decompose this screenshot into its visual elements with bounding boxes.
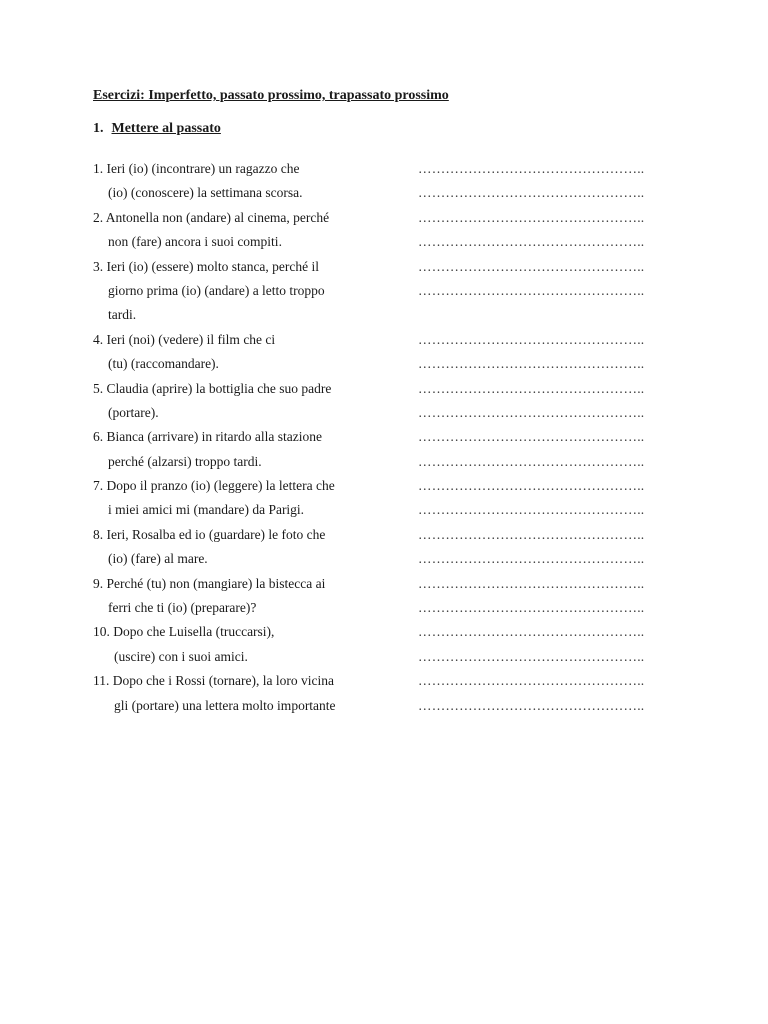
answer-blank: …………………………………………..	[418, 185, 645, 201]
exercise-line	[93, 379, 693, 403]
exercise-text: (io) (fare) al mare.	[108, 551, 208, 567]
answer-blank: …………………………………………..	[418, 551, 645, 567]
exercise-text: gli (portare) una lettera molto importante	[114, 697, 336, 713]
exercise-line	[93, 305, 693, 329]
worksheet-title: Esercizi: Imperfetto, passato prossimo, trapassato prossimo	[93, 88, 449, 103]
answer-blank: …………………………………………..	[418, 600, 645, 616]
answer-blank: …………………………………………..	[418, 648, 645, 664]
answer-blank: …………………………………………..	[418, 282, 645, 298]
exercise-text: (uscire) con i suoi amici.	[114, 648, 248, 664]
exercise-text: perché (alzarsi) troppo tardi.	[108, 453, 262, 469]
answer-blank: …………………………………………..	[418, 502, 645, 518]
exercise-line	[93, 574, 693, 598]
exercise-line	[93, 354, 693, 378]
exercise-line	[93, 647, 693, 671]
answer-blank: …………………………………………..	[418, 453, 645, 469]
exercise-line	[93, 330, 693, 354]
exercise-line	[93, 159, 693, 183]
exercise-text: non (fare) ancora i suoi compiti.	[108, 234, 282, 250]
answer-blank: …………………………………………..	[418, 575, 645, 591]
exercise-text: (io) (conoscere) la settimana scorsa.	[108, 185, 303, 201]
answer-blank: …………………………………………..	[418, 356, 645, 372]
answer-blank: …………………………………………..	[418, 234, 645, 250]
exercise-line	[93, 257, 693, 281]
exercise-line	[93, 208, 693, 232]
exercise-text: ferri che ti (io) (preparare)?	[108, 600, 257, 616]
exercise-text: 10. Dopo che Luisella (truccarsi),	[93, 624, 275, 640]
answer-blank: …………………………………………..	[418, 697, 645, 713]
exercise-line	[93, 232, 693, 256]
exercise-line	[93, 452, 693, 476]
answer-blank: …………………………………………..	[418, 478, 645, 494]
answer-blank: …………………………………………..	[418, 429, 645, 445]
exercise-text: giorno prima (io) (andare) a letto troppo	[108, 282, 325, 298]
exercise-line	[93, 476, 693, 500]
exercise-line	[93, 183, 693, 207]
section-number: 1.	[93, 121, 104, 136]
answer-blank: …………………………………………..	[418, 404, 645, 420]
exercise-line	[93, 525, 693, 549]
section-heading	[93, 121, 221, 137]
answer-blank: …………………………………………..	[418, 526, 645, 542]
exercise-line	[93, 549, 693, 573]
answer-blank: …………………………………………..	[418, 161, 645, 176]
exercise-line	[93, 403, 693, 427]
exercise-line	[93, 281, 693, 305]
answer-blank: …………………………………………..	[418, 331, 645, 347]
answer-blank: …………………………………………..	[418, 673, 645, 689]
exercise-text: 11. Dopo che i Rossi (tornare), la loro vicina	[93, 673, 334, 689]
exercise-text: 4. Ieri (noi) (vedere) il film che ci	[93, 331, 276, 347]
exercise-text: 6. Bianca (arrivare) in ritardo alla stazione	[93, 429, 323, 445]
answer-blank: …………………………………………..	[418, 624, 645, 640]
exercise-list	[93, 159, 693, 720]
exercise-text: 8. Ieri, Rosalba ed io (guardare) le foto che	[93, 526, 326, 542]
exercise-text: 9. Perché (tu) non (mangiare) la bistecca ai	[93, 575, 326, 591]
answer-blank: …………………………………………..	[418, 258, 645, 274]
answer-blank: …………………………………………..	[418, 380, 645, 396]
exercise-text: 2. Antonella non (andare) al cinema, perché	[93, 209, 330, 225]
exercise-text: 1. Ieri (io) (incontrare) un ragazzo che	[93, 161, 300, 176]
exercise-line	[93, 598, 693, 622]
exercise-line	[93, 427, 693, 451]
exercise-line	[93, 622, 693, 646]
exercise-text: 7. Dopo il pranzo (io) (leggere) la lettera che	[93, 478, 335, 494]
exercise-line	[93, 500, 693, 524]
exercise-text: i miei amici mi (mandare) da Parigi.	[108, 502, 305, 518]
exercise-text: (tu) (raccomandare).	[108, 356, 219, 372]
exercise-line	[93, 696, 693, 720]
section-label: Mettere al passato	[111, 121, 221, 136]
exercise-line	[93, 671, 693, 695]
exercise-text: 3. Ieri (io) (essere) molto stanca, perché il	[93, 258, 320, 274]
exercise-text: 5. Claudia (aprire) la bottiglia che suo padre	[93, 380, 332, 396]
exercise-text: tardi.	[108, 307, 137, 323]
answer-blank: …………………………………………..	[418, 209, 645, 225]
exercise-text: (portare).	[108, 404, 159, 420]
